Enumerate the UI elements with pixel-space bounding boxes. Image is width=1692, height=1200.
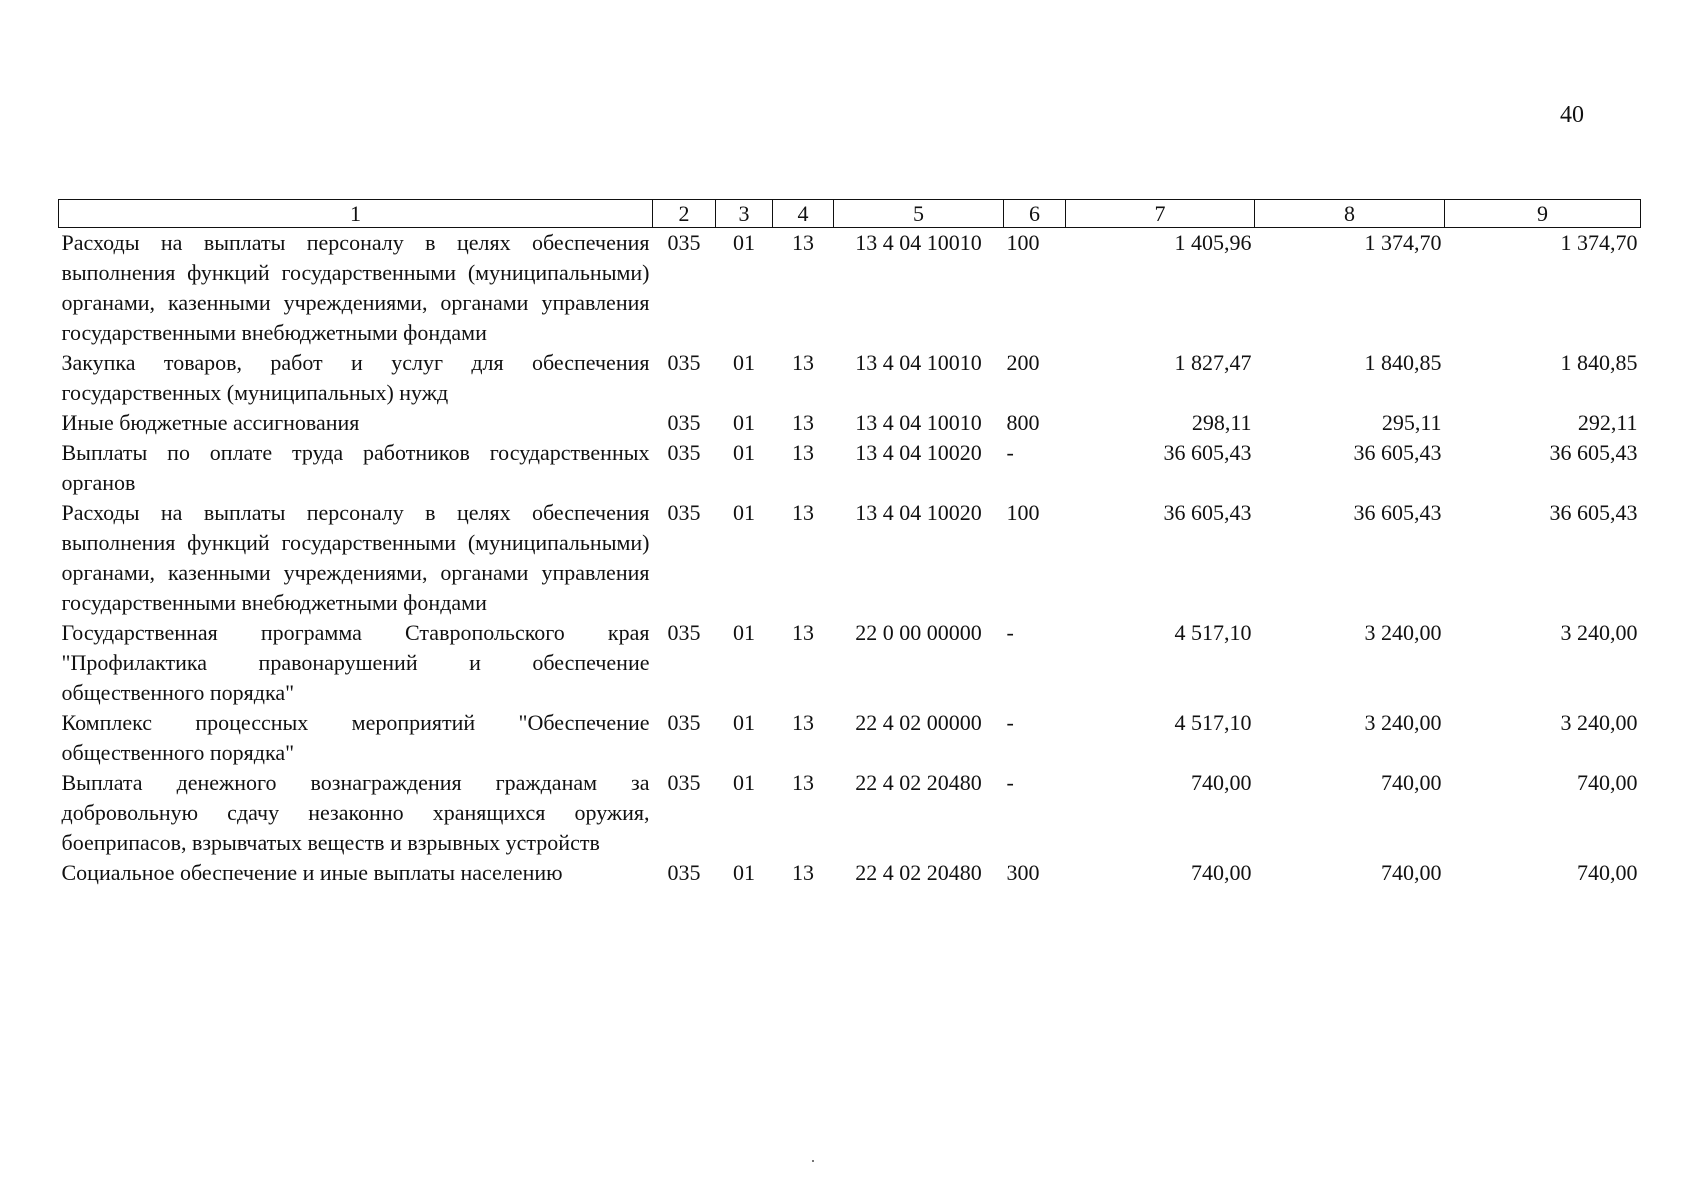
row-col-8: 1 840,85 xyxy=(1364,350,1442,375)
row-col-4: 13 xyxy=(792,350,814,375)
row-col-7: 1 405,96 xyxy=(1174,230,1252,255)
row-name: Выплаты по оплате труда работников государственных органов xyxy=(61,440,650,495)
row-col-8: 740,00 xyxy=(1381,770,1442,795)
row-col-6: - xyxy=(1006,620,1014,645)
row-col-7: 4 517,10 xyxy=(1174,620,1252,645)
header-col-1: 1 xyxy=(59,200,653,228)
table-row xyxy=(59,618,1641,708)
row-col-5: 22 0 00 00000 xyxy=(855,620,982,645)
row-col-6: - xyxy=(1006,770,1014,795)
row-name: Государственная программа Ставропольского края "Профилактика правонарушений и обеспечение общественного порядка" xyxy=(61,620,650,705)
row-col-8: 295,11 xyxy=(1381,410,1442,435)
row-col-9: 36 605,43 xyxy=(1549,440,1638,465)
row-col-4: 13 xyxy=(792,860,814,885)
row-col-4: 13 xyxy=(792,710,814,735)
table-header xyxy=(59,200,1641,228)
row-col-5: 13 4 04 10020 xyxy=(855,500,982,525)
row-col-7: 740,00 xyxy=(1191,860,1252,885)
row-col-6: 100 xyxy=(1006,230,1040,255)
row-col-3: 01 xyxy=(733,350,755,375)
budget-table xyxy=(58,199,1641,888)
row-col-2: 035 xyxy=(667,860,701,885)
row-col-6: - xyxy=(1006,710,1014,735)
row-name: Выплата денежного вознаграждения гражданам за добровольную сдачу незаконно хранящихся оружия, боеприпасов, взрывчатых веществ и взрывных устройств xyxy=(61,770,650,855)
row-col-5: 13 4 04 10010 xyxy=(855,350,982,375)
row-col-4: 13 xyxy=(792,440,814,465)
row-col-6: 300 xyxy=(1006,860,1040,885)
table-row xyxy=(59,438,1641,498)
row-col-9: 36 605,43 xyxy=(1549,500,1638,525)
row-name: Социальное обеспечение и иные выплаты населению xyxy=(61,860,563,885)
row-col-9: 292,11 xyxy=(1577,410,1638,435)
row-col-3: 01 xyxy=(733,860,755,885)
row-col-4: 13 xyxy=(792,410,814,435)
row-col-7: 4 517,10 xyxy=(1174,710,1252,735)
row-col-2: 035 xyxy=(667,710,701,735)
row-col-4: 13 xyxy=(792,500,814,525)
row-col-9: 3 240,00 xyxy=(1560,620,1638,645)
row-col-8: 740,00 xyxy=(1381,860,1442,885)
row-name: Расходы на выплаты персоналу в целях обеспечения выполнения функций государственными (муниципальными) органами, казенными учреждениями, органами управления государственными внебюджетными фондами xyxy=(61,500,650,615)
table-row xyxy=(59,708,1641,768)
header-col-9: 9 xyxy=(1445,200,1641,228)
row-col-8: 36 605,43 xyxy=(1353,500,1442,525)
row-col-9: 740,00 xyxy=(1577,860,1638,885)
table-row xyxy=(59,228,1641,349)
row-col-7: 298,11 xyxy=(1191,410,1252,435)
header-col-2: 2 xyxy=(653,200,716,228)
row-col-3: 01 xyxy=(733,230,755,255)
header-col-8: 8 xyxy=(1255,200,1445,228)
table-row xyxy=(59,348,1641,408)
row-col-7: 36 605,43 xyxy=(1163,500,1252,525)
row-col-2: 035 xyxy=(667,410,701,435)
row-col-9: 1 374,70 xyxy=(1560,230,1638,255)
row-col-5: 22 4 02 20480 xyxy=(855,770,982,795)
row-col-4: 13 xyxy=(792,620,814,645)
header-col-3: 3 xyxy=(716,200,773,228)
row-col-9: 3 240,00 xyxy=(1560,710,1638,735)
row-col-3: 01 xyxy=(733,770,755,795)
row-col-4: 13 xyxy=(792,230,814,255)
row-col-6: 800 xyxy=(1006,410,1040,435)
table-body xyxy=(59,228,1641,889)
row-col-2: 035 xyxy=(667,230,701,255)
row-col-3: 01 xyxy=(733,500,755,525)
header-col-7: 7 xyxy=(1066,200,1255,228)
header-col-5: 5 xyxy=(834,200,1004,228)
scan-speck xyxy=(812,1160,814,1162)
row-col-4: 13 xyxy=(792,770,814,795)
row-col-7: 740,00 xyxy=(1191,770,1252,795)
row-col-5: 22 4 02 20480 xyxy=(855,860,982,885)
table-row xyxy=(59,768,1641,858)
row-col-3: 01 xyxy=(733,440,755,465)
page-number: 40 xyxy=(1560,102,1584,128)
row-name: Комплекс процессных мероприятий "Обеспечение общественного порядка" xyxy=(61,710,650,765)
header-col-6: 6 xyxy=(1004,200,1066,228)
row-col-5: 22 4 02 00000 xyxy=(855,710,982,735)
row-col-3: 01 xyxy=(733,710,755,735)
row-col-2: 035 xyxy=(667,770,701,795)
row-col-8: 36 605,43 xyxy=(1353,440,1442,465)
row-col-2: 035 xyxy=(667,440,701,465)
row-col-8: 3 240,00 xyxy=(1364,620,1442,645)
table-row xyxy=(59,858,1641,888)
row-col-2: 035 xyxy=(667,350,701,375)
row-col-7: 1 827,47 xyxy=(1174,350,1252,375)
header-col-4: 4 xyxy=(773,200,834,228)
header-row xyxy=(59,200,1641,228)
row-col-6: - xyxy=(1006,440,1014,465)
row-col-9: 740,00 xyxy=(1577,770,1638,795)
row-col-5: 13 4 04 10010 xyxy=(855,410,982,435)
row-col-2: 035 xyxy=(667,620,701,645)
row-col-9: 1 840,85 xyxy=(1560,350,1638,375)
row-name: Закупка товаров, работ и услуг для обеспечения государственных (муниципальных) нужд xyxy=(61,350,650,405)
row-col-8: 3 240,00 xyxy=(1364,710,1442,735)
row-name: Иные бюджетные ассигнования xyxy=(61,410,360,435)
row-col-3: 01 xyxy=(733,620,755,645)
row-col-2: 035 xyxy=(667,500,701,525)
row-col-8: 1 374,70 xyxy=(1364,230,1442,255)
row-col-6: 100 xyxy=(1006,500,1040,525)
row-name: Расходы на выплаты персоналу в целях обеспечения выполнения функций государственными (муниципальными) органами, казенными учреждениями, органами управления государственными внебюджетными фондами xyxy=(61,230,650,345)
row-col-7: 36 605,43 xyxy=(1163,440,1252,465)
row-col-5: 13 4 04 10020 xyxy=(855,440,982,465)
row-col-5: 13 4 04 10010 xyxy=(855,230,982,255)
table-row xyxy=(59,498,1641,618)
row-col-6: 200 xyxy=(1006,350,1040,375)
table-row xyxy=(59,408,1641,438)
row-col-3: 01 xyxy=(733,410,755,435)
